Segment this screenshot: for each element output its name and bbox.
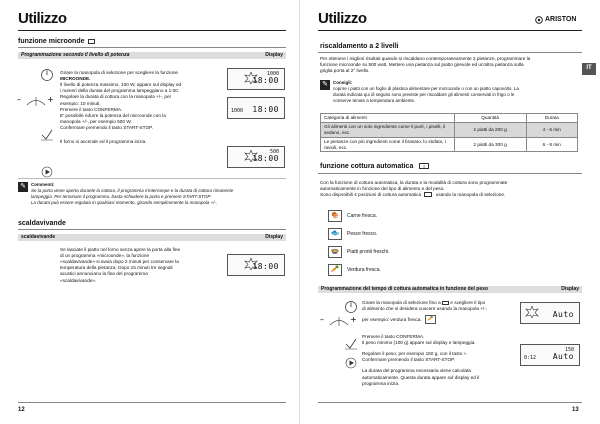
comment-icon: ✎: [18, 182, 28, 192]
table-cell: 6 - 8 min: [526, 137, 577, 152]
note-rule: [18, 178, 286, 179]
microwave-step-line: i numeri della durata del programma lampeggiano a 1:00.: [60, 88, 180, 94]
auto-bar: [318, 286, 582, 293]
table-cell: 2 piatti da 300 g: [454, 137, 526, 152]
display-warmer: [227, 254, 285, 276]
microwave-step-line: MICROONDE.: [60, 76, 91, 82]
microwave-bar: [18, 52, 286, 59]
display-power-value: 1000: [266, 71, 279, 77]
plus-minus-knob-icon: [320, 312, 358, 332]
microwave-note: [18, 182, 286, 205]
tip-heading: Consigli:: [333, 80, 353, 85]
dish-icon: 🍲: [328, 246, 342, 258]
auto-mode-item: [328, 264, 381, 276]
vegetable-icon: 🥕: [328, 264, 342, 276]
auto-mode-label: Piatti pronti freschi.: [347, 248, 390, 255]
warmer-line: acustici annunciano la fine del programma: [60, 271, 148, 277]
vegetable-icon: 🥕: [425, 315, 436, 324]
microwave-steps: [60, 70, 220, 145]
note-line: La durata può essere regolata in qualsiasi momento, girando semplicemente la manopola +/-.: [31, 199, 218, 205]
microwave-step-line: Regolare la durata di cottura con la manopola +/-, per: [60, 94, 172, 100]
auto-step-line: Regolare il peso, per esempio 150 g, con il tasto +.: [362, 351, 468, 357]
svg-text:–: –: [320, 315, 324, 324]
reheat-heading: riscaldamento a 2 livelli: [320, 43, 399, 50]
warmer-bar-display: Display: [265, 234, 283, 241]
warmer-line: temperatura della pietanza. Dopo 15 minuti tre segnali: [60, 265, 173, 271]
auto-step-line: per esempio: verdura fresca.: [362, 316, 422, 322]
microwave-step-line: E' possibile ridurre la potenza del microonde con la: [60, 112, 166, 118]
reheat-rule: [318, 52, 582, 53]
display-power-max: [227, 68, 285, 90]
ariston-logo-icon: [535, 16, 543, 24]
reheat-intro-line: Per ottenere i migliori risultati quando si riscaldano contemporaneamente 2 pietanze, programmare la: [320, 56, 531, 61]
table-row: [321, 137, 578, 152]
table-cell: Gli alimenti con un solo ingrediente come il purè, i piselli, il sedano, ecc.: [321, 122, 455, 137]
display-reduced-power: [227, 146, 285, 168]
page-title-left: Utilizzo: [18, 10, 67, 27]
footer-rule-right: [318, 402, 582, 403]
reheat-intro: [320, 56, 578, 74]
auto-mode-label: Pesce fresco.: [347, 230, 378, 237]
auto-step-line: automaticamente. Questa durata appare sul display ed il: [362, 374, 480, 380]
display-weight-value: 150: [564, 347, 574, 353]
auto-intro-line: usando la manopola di selezione.: [435, 192, 506, 198]
microwave-icon: [88, 39, 95, 44]
plus-minus-knob-icon: [17, 92, 55, 112]
table-header: Categoria di alimenti: [321, 114, 455, 123]
auto-step-line: e scegliere il tipo: [450, 300, 486, 305]
note-heading: Commenti:: [31, 182, 55, 187]
note-line: lampeggia. Per terminare il programma, basta richiudere la porta e premere START-STOP.: [31, 193, 212, 199]
tip-line: coprire i piatti con un foglio di plastica alimentare per microonde o con un piatto capovolto. La: [333, 85, 519, 91]
auto-intro-line: Sono disponibili 4 posizioni di cottura automatica: [320, 192, 422, 198]
microwave-bar-label: Programmazione secondo il livello di potenza: [21, 52, 130, 59]
auto-rule: [318, 173, 582, 174]
display-auto-weight: [520, 344, 580, 366]
auto-mode-label: Carne fresca.: [347, 212, 378, 219]
reheat-tip: [320, 80, 578, 103]
brand-logo: [535, 16, 576, 25]
auto-step-line: Confermare premendo il tasto START-STOP.: [362, 357, 455, 363]
flash-burst-icon: [525, 306, 539, 318]
auto-cooking-icon: [424, 192, 432, 197]
microwave-step-line: manopola +/-, per esempio 500 W.: [60, 118, 132, 124]
fish-icon: 🐟: [328, 228, 342, 240]
table-header-row: [321, 114, 578, 123]
warmer-line: di un programma «microonde», la funzione: [60, 253, 150, 259]
table-cell: 4 - 6 min: [526, 122, 577, 137]
microwave-step-line: Il forno si accende ed il programma inizia.: [60, 139, 147, 145]
auto-mode-item: [328, 246, 390, 258]
auto-step-line: di alimento che si desidera cuocere usando la manopola +/-,: [362, 306, 488, 312]
warmer-line: «scaldavivande».: [60, 277, 97, 283]
svg-text:+: +: [47, 95, 54, 104]
display-side-value: 0:12: [524, 354, 537, 361]
reheat-table: [320, 113, 578, 152]
auto-cooking-icon: [442, 301, 449, 305]
warmer-text: [60, 247, 218, 284]
start-stop-icon: [40, 165, 54, 179]
table-header: Durata: [526, 114, 577, 123]
reheat-intro-line: griglia porta al 2° livello.: [320, 68, 370, 74]
confirm-check-icon: [344, 337, 358, 351]
note-line: Se la porta viene aperta durante la cottura, il programma s'interrompe e la durata di cottura rimanente: [31, 187, 234, 193]
microwave-step-line: esempio: 10 minuti.: [60, 100, 101, 106]
auto-step-line: La durata del programma necessaria viene calcolata: [362, 368, 471, 374]
svg-text:+: +: [350, 315, 357, 324]
brand-name: ARISTON: [545, 16, 577, 23]
auto-cooking-icon: ≡: [419, 163, 429, 169]
warmer-bar: [18, 234, 286, 241]
auto-steps-1: [362, 300, 512, 324]
display-time: 18:00: [252, 154, 279, 163]
auto-intro-line: Con la funzione di cottura automatica, la durata e la modalità di cottura sono programmate: [320, 180, 508, 185]
microwave-step-line: Girare la manopola di selezione per scegliere la funzione: [60, 70, 179, 75]
auto-mode-label: Verdura fresca.: [347, 266, 381, 273]
reheat-intro-line: funzione microonde su 500 watt. Mettere una pietanza sul piatto girevole ed un'altra pietanza sulla: [320, 62, 524, 68]
warmer-bar-label: scaldavivande: [21, 234, 56, 241]
microwave-step-line: Confermare premendo il tasto START-STOP.: [60, 124, 153, 130]
title-rule-right: [318, 30, 582, 31]
table-row: [321, 122, 578, 137]
microwave-bar-display: Display: [265, 52, 283, 59]
warmer-line: Se lasciate il piatto nel forno senza aprire la porta alla fine: [60, 247, 181, 252]
page-title-right: Utilizzo: [318, 10, 367, 27]
display-power-value: 500: [269, 149, 279, 155]
table-cell: Le pietanze con più ingredienti come il brasato, lo stufato, i ravioli, ecc.: [321, 137, 455, 152]
auto-step-line: Girare la manopola di selezione fino a: [362, 300, 441, 305]
display-time: 18:00: [252, 262, 279, 271]
title-rule-left: [18, 30, 286, 31]
auto-intro-line: automaticamente in funzione del tipo di alimento e del peso.: [320, 186, 445, 192]
table-cell: 2 piatti da 200 g: [454, 122, 526, 137]
start-stop-icon: [344, 356, 358, 370]
auto-mode-item: [328, 228, 377, 240]
tip-line: conserve tenute a temperatura ambiente.: [333, 97, 416, 103]
auto-intro: [320, 180, 578, 198]
display-auto-text: Auto: [552, 310, 574, 319]
auto-steps-2: [362, 334, 512, 387]
warmer-rule: [18, 229, 286, 230]
table-header: Quantità: [454, 114, 526, 123]
display-side-value: 1000: [231, 107, 244, 114]
auto-step-line: Premere il tasto CONFERMA.: [362, 334, 425, 339]
auto-heading: funzione cottura automatica ≡: [320, 163, 429, 172]
auto-bar-label: Programmazione del tempo di cottura automatica in funzione del peso: [321, 286, 488, 293]
microwave-rule: [18, 47, 286, 48]
tip-icon: ✎: [320, 80, 330, 90]
auto-step-line: programma inizia.: [362, 380, 400, 386]
auto-bar-display: Display: [561, 286, 579, 293]
language-tab: IT: [582, 63, 596, 75]
page-number-right: 13: [572, 406, 579, 413]
auto-step-line: Il peso minimo (100 g) appare sul display e lampeggia.: [362, 340, 476, 346]
display-time: 18:00: [252, 76, 279, 85]
microwave-step-line: Il livello di potenza massimo, 100 W, appare sul display ed: [60, 82, 182, 88]
warmer-line: «scaldavivande» si avvia dopo 2 minuti per conservare la: [60, 259, 179, 265]
footer-rule-left: [18, 402, 286, 403]
display-duration: [227, 97, 285, 119]
display-time: 18:00: [252, 105, 279, 114]
warmer-heading: scaldavivande: [18, 220, 66, 227]
microwave-heading: funzione microonde: [18, 38, 95, 47]
meat-icon: 🍖: [328, 210, 342, 222]
page-number-left: 12: [18, 406, 25, 413]
display-auto-select: [520, 302, 580, 324]
selector-knob-icon: [40, 68, 54, 82]
display-auto-text: Auto: [552, 352, 574, 361]
svg-text:–: –: [17, 95, 21, 104]
confirm-check-icon: [40, 128, 54, 142]
tip-line: durata indicata qui di seguito sono previste per riscaldare gli alimenti conservati in frigo o le: [333, 91, 515, 97]
microwave-step-line: Premere il tasto CONFERMA.: [60, 106, 123, 112]
auto-mode-item: [328, 210, 377, 222]
